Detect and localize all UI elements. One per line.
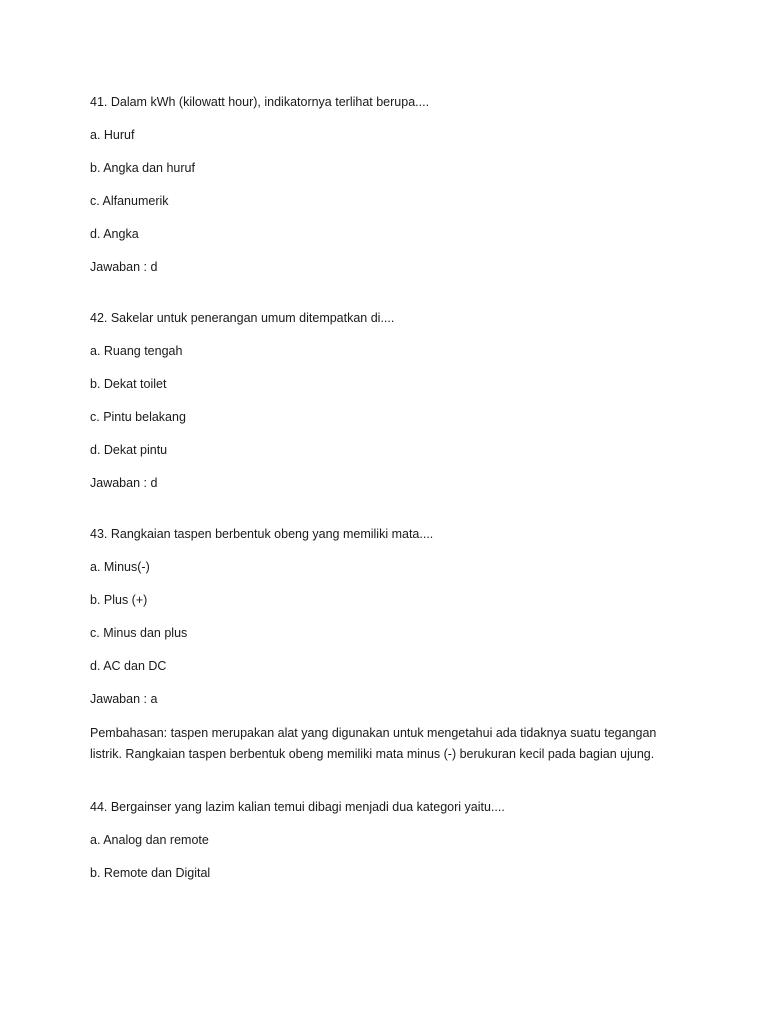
option-a: a. Ruang tengah (90, 344, 183, 358)
option-b: b. Dekat toilet (90, 377, 167, 391)
option-d: d. AC dan DC (90, 659, 167, 673)
question-44 (90, 798, 690, 882)
option-a: a. Huruf (90, 128, 135, 142)
question-text: 42. Sakelar untuk penerangan umum ditempatkan di.... (90, 311, 395, 325)
answer: Jawaban : d (90, 476, 158, 490)
option-c: c. Minus dan plus (90, 626, 188, 640)
explanation: Pembahasan: taspen merupakan alat yang digunakan untuk mengetahui ada tidaknya suatu tegangan listrik. Rangkaian taspen berbentuk obeng memiliki mata minus (-) berukuran kecil pada bagian ujung. (90, 726, 657, 761)
option-c: c. Pintu belakang (90, 410, 186, 424)
document-content (90, 93, 690, 897)
option-d: d. Dekat pintu (90, 443, 168, 457)
question-text: 41. Dalam kWh (kilowatt hour), indikatornya terlihat berupa.... (90, 95, 430, 109)
answer: Jawaban : d (90, 260, 158, 274)
option-a: a. Minus(-) (90, 560, 150, 574)
option-d: d. Angka (90, 227, 139, 241)
option-b: b. Plus (+) (90, 593, 148, 607)
question-41 (90, 93, 690, 276)
option-a: a. Analog dan remote (90, 833, 209, 847)
option-c: c. Alfanumerik (90, 194, 169, 208)
option-b: b. Remote dan Digital (90, 866, 211, 880)
option-b: b. Angka dan huruf (90, 161, 195, 175)
question-43 (90, 525, 690, 765)
answer: Jawaban : a (90, 692, 158, 706)
question-42 (90, 309, 690, 492)
question-text: 43. Rangkaian taspen berbentuk obeng yang memiliki mata.... (90, 527, 434, 541)
question-text: 44. Bergainser yang lazim kalian temui dibagi menjadi dua kategori yaitu.... (90, 800, 505, 814)
